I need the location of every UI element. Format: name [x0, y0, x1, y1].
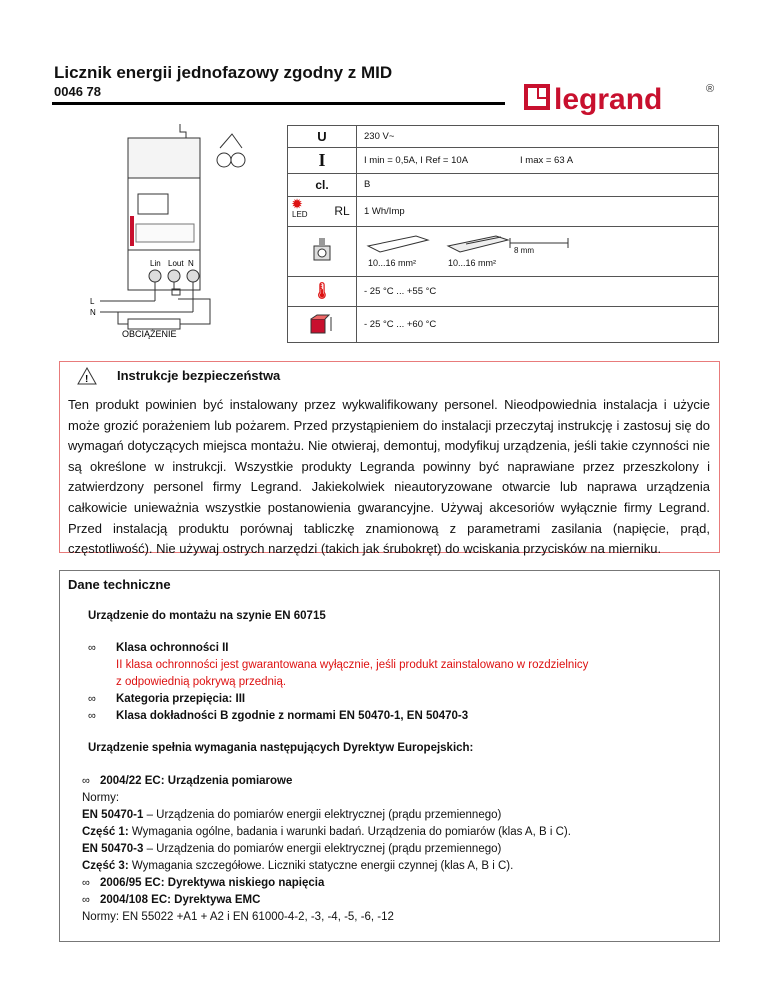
logo-wordmark: legrand [554, 83, 663, 116]
current-min-ref: I min = 0,5A, I Ref = 10A [364, 154, 469, 166]
spec-row-class [288, 173, 718, 197]
mount-info: Urządzenie do montażu na szynie EN 60715 [88, 610, 326, 622]
spec-row-storage-temp [288, 306, 718, 342]
spec-row-wire-section [288, 226, 718, 277]
registered-mark: ® [706, 83, 715, 95]
directives-title: Urządzenie spełnia wymagania następujących Dyrektyw Europejskich: [88, 742, 474, 754]
terminal-lout: Lout [168, 259, 184, 268]
terminal-screw-icon [288, 226, 356, 276]
normy-label: Normy: [82, 792, 120, 804]
wire-n-label: N [90, 308, 96, 317]
safety-title: Instrukcje bezpieczeństwa [117, 368, 281, 383]
norm-50470-3: EN 50470-3 – Urządzenia do pomiarów energii elektrycznej (prądu przemiennego) [82, 843, 502, 855]
solid-wire-icon [366, 232, 436, 254]
storage-temp: - 25 °C ... +60 °C [364, 318, 437, 330]
voltage-value: 230 V~ [364, 131, 395, 142]
class2-title: Klasa ochronności II [116, 642, 229, 654]
directive-lvd: 2006/95 EC: Dyrektywa niskiego napięcia [100, 877, 325, 889]
norm-50470-1: EN 50470-1 – Urządzenia do pomiarów energii elektrycznej (prądu przemiennego) [82, 809, 502, 821]
spec-table [287, 125, 719, 343]
bullet-overvoltage: ∞ [88, 693, 96, 705]
product-code: 0046 78 [54, 84, 101, 99]
svg-text:!: ! [85, 374, 89, 385]
bullet-class2: ∞ [88, 642, 96, 654]
bullet-accuracy: ∞ [88, 710, 96, 722]
bullet-d2: ∞ [82, 877, 90, 889]
operating-temp: - 25 °C ... +55 °C [364, 285, 437, 297]
load-label: OBCIĄŻENIE [122, 329, 177, 339]
terminal-lin: Lin [150, 259, 161, 268]
wire-l-label: L [90, 297, 95, 306]
overvoltage: Kategoria przepięcia: III [116, 693, 246, 705]
norm-part-3: Część 3: Wymagania szczegółowe. Liczniki statyczne energii czynnej (klas A, B i C). [82, 860, 514, 872]
rl-label: RL [334, 204, 350, 218]
emc-norms: Normy: EN 55022 +A1 + A2 i EN 61000-4-2, -3, -4, -5, -6, -12 [82, 911, 394, 923]
bullet-d1: ∞ [82, 775, 90, 787]
device-wiring-diagram [60, 124, 280, 339]
stranded-section: 10...16 mm² [448, 258, 497, 268]
header-rule [52, 102, 505, 105]
led-icon: ✹ [292, 197, 303, 211]
legrand-logo [520, 78, 720, 118]
storage-box-icon [288, 306, 356, 342]
terminal-n: N [188, 259, 194, 268]
directive-emc: 2004/108 EC: Dyrektywa EMC [100, 894, 261, 906]
tech-title: Dane techniczne [68, 577, 171, 592]
safety-text: Ten produkt powinien być instalowany przez wykwalifikowany personel. Nieodpowiednia instalacja i użycie może grozić porażeniem lub pożarem. Przed przystąpieniem do instalacji przeczytaj instrukcję i zastosuj się do wymagań dotyczących miejsca montażu. Nie otwieraj, demontuj, modyfikuj urządzenia, jeśli takie czynności nie są określone w instrukcji. Wszystkie produkty Legranda powinny być naprawiane przez przeszkolony i zatwierdzony personel firmy Legrand. Jakiekolwiek nieautoryzowane otwarcie lub naprawa urządzenia całkowicie unieważnia wszystkie postanowienia gwarancyjne. Używaj akcesoriów wyłącznie firmy Legrand. Przed instalacją produktu porównaj tabliczkę znamionową z parametrami zasilania (napięcie, prąd, częstotliwość). Nie używaj ostrych narzędzi (takich jak śrubokręt) do wciskania przycisków na mierniku. [68, 397, 710, 557]
thermometer-icon: 🌡 [311, 283, 333, 300]
led-label: LED [292, 210, 308, 219]
spec-row-current [288, 147, 718, 174]
current-max: I max = 63 A [520, 154, 574, 166]
class-symbol: cl. [315, 177, 329, 192]
document-title: Licznik energii jednofazowy zgodny z MID [54, 63, 393, 82]
current-symbol: I [318, 149, 326, 170]
warning-icon [77, 367, 97, 385]
solid-section: 10...16 mm² [368, 258, 417, 268]
bullet-d3: ∞ [82, 894, 90, 906]
stranded-wire-icon [446, 232, 516, 254]
accuracy: Klasa dokładności B zgodnie z normami EN 50470-1, EN 50470-3 [116, 710, 469, 722]
strip-length: 8 mm [514, 246, 534, 255]
class-value: B [364, 179, 371, 190]
spec-row-led [288, 196, 718, 227]
class2-note-1: II klasa ochronności jest gwarantowana wyłącznie, jeśli produkt zainstalowano w rozdzielnicy [116, 659, 589, 671]
spec-row-operating-temp [288, 276, 718, 307]
voltage-symbol: U [317, 129, 327, 144]
class2-note-2: z odpowiednią pokrywą przednią. [116, 676, 287, 688]
spec-row-voltage [288, 126, 718, 148]
impulse-value: 1 Wh/Imp [364, 205, 405, 217]
norm-part-1: Część 1: Wymagania ogólne, badania i warunki badań. Urządzenia do pomiarów (klas A, B i C). [82, 826, 571, 838]
directive-mid: 2004/22 EC: Urządzenia pomiarowe [100, 775, 293, 787]
